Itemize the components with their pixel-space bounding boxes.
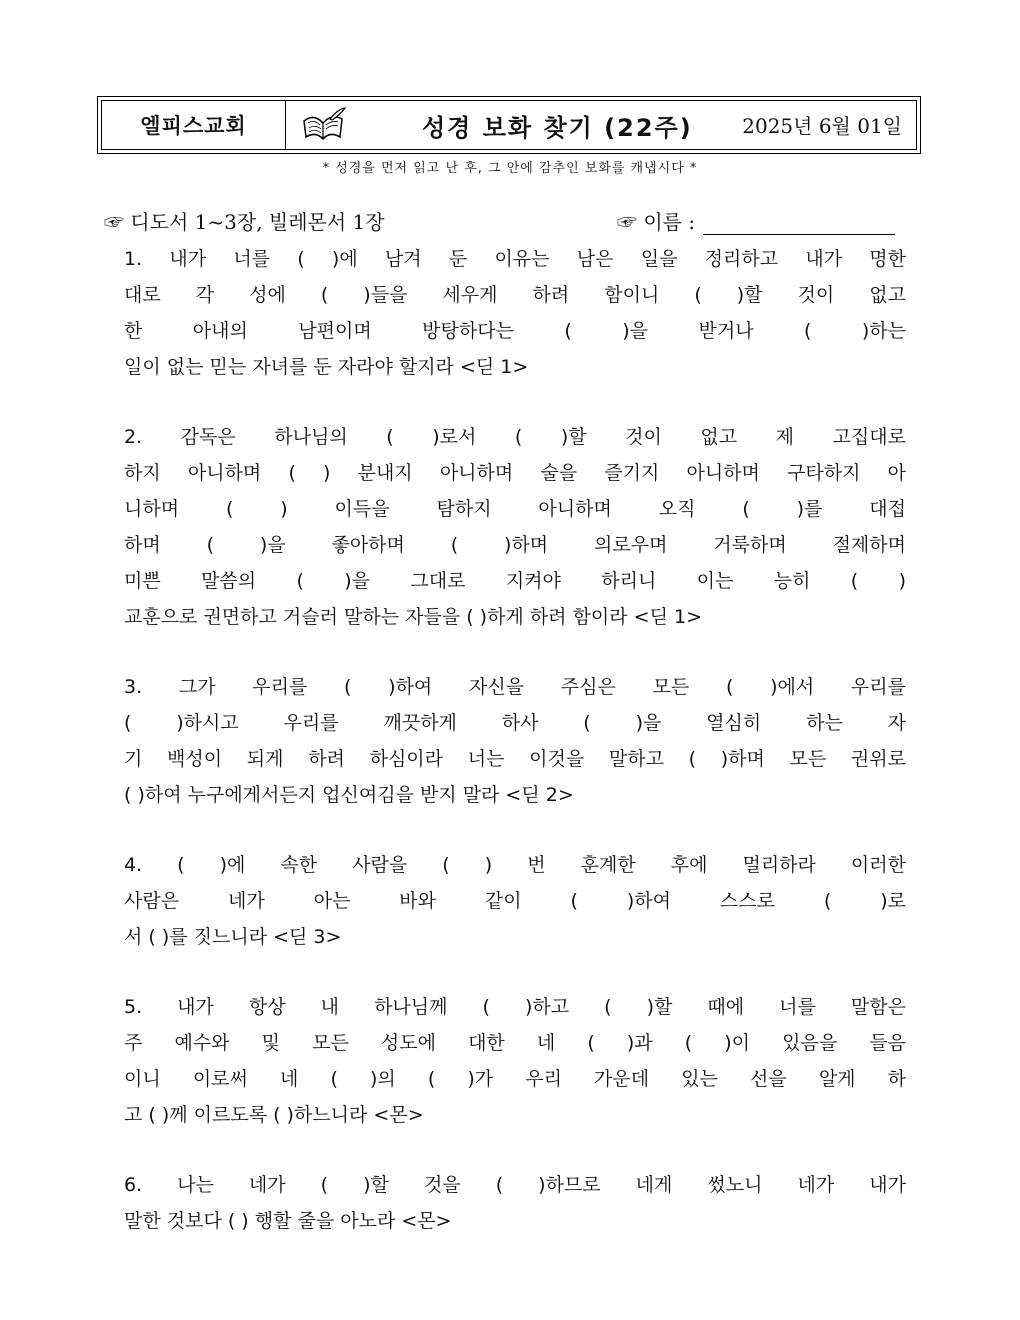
question-line: 고 ( )께 이르도록 ( )하느니라 <몬> [124, 1104, 424, 1126]
question-line: 니하며 ( ) 이득을 탐하지 아니하며 오직 ( )를 대접 [124, 498, 906, 520]
question-5 [124, 989, 906, 1133]
worksheet-header [97, 96, 921, 154]
question-line: 5. 내가 항상 내 하나님께 ( )하고 ( )할 때에 너를 말함은 [124, 996, 906, 1018]
question-line: 사람은 네가 아는 바와 같이 ( )하여 스스로 ( )로 [124, 890, 906, 912]
question-line: 일이 없는 믿는 자녀를 둔 자라야 할지라 <딛 1> [124, 356, 529, 378]
worksheet-date: 2025년 6월 01일 [742, 114, 902, 138]
question-line: 3. 그가 우리를 ( )하여 자신을 주심은 모든 ( )에서 우리를 [124, 676, 906, 698]
reading-assignment: ☞ 디도서 1~3장, 빌레몬서 1장 [104, 210, 385, 234]
question-line: ( )하시고 우리를 깨끗하게 하사 ( )을 열심히 하는 자 [124, 712, 906, 734]
question-line: 4. ( )에 속한 사람을 ( ) 번 훈계한 후에 멀리하라 이러한 [124, 854, 906, 876]
question-line: 대로 각 성에 ( )들을 세우게 하려 함이니 ( )할 것이 없고 [124, 284, 906, 306]
worksheet-title: 성경 보화 찾기 (22주) [422, 113, 693, 142]
open-book-with-quill-icon [300, 107, 356, 143]
name-field[interactable] [617, 206, 895, 235]
question-2 [124, 419, 906, 635]
question-line: 한 아내의 남편이며 방탕하다는 ( )을 받거나 ( )하는 [124, 320, 906, 342]
question-line: 미쁜 말씀의 ( )을 그대로 지켜야 하리니 이는 능히 ( ) [124, 570, 906, 592]
church-name: 엘피스교회 [102, 101, 286, 149]
name-blank-line[interactable] [703, 208, 895, 235]
question-line: 하지 아니하며 ( ) 분내지 아니하며 술을 즐기지 아니하며 구타하지 아 [124, 462, 906, 484]
question-line: 이니 이로써 네 ( )의 ( )가 우리 가운데 있는 선을 알게 하 [124, 1068, 906, 1090]
question-line: 주 예수와 및 모든 성도에 대한 네 ( )과 ( )이 있음을 들음 [124, 1032, 906, 1054]
question-line: 말한 것보다 ( ) 행할 줄을 아노라 <몬> [124, 1210, 452, 1232]
question-3 [124, 669, 906, 813]
question-line: 6. 나는 네가 ( )할 것을 ( )하므로 네게 썼노니 네가 내가 [124, 1174, 906, 1196]
question-4 [124, 847, 906, 955]
question-line: ( )하여 누구에게서든지 업신여김을 받지 말라 <딛 2> [124, 784, 574, 806]
question-line: 교훈으로 권면하고 거슬러 말하는 자들을 ( )하게 하려 함이라 <딛 1> [124, 606, 703, 628]
question-line: 하며 ( )을 좋아하며 ( )하며 의로우며 거룩하며 절제하며 [124, 534, 906, 556]
name-label: ☞ 이름 : [617, 210, 696, 234]
worksheet-header-inner [101, 100, 917, 150]
question-6 [124, 1167, 906, 1239]
question-line: 2. 감독은 하나님의 ( )로서 ( )할 것이 없고 제 고집대로 [124, 426, 906, 448]
instruction-notice: * 성경을 먼저 읽고 난 후, 그 안에 감추인 보화를 캐냅시다 * [322, 161, 698, 176]
question-line: 서 ( )를 짓느니라 <딛 3> [124, 926, 342, 948]
question-1 [124, 241, 906, 385]
question-line: 기 백성이 되게 하려 하심이라 너는 이것을 말하고 ( )하며 모든 권위로 [124, 748, 906, 770]
question-line: 1. 내가 너를 ( )에 남겨 둔 이유는 남은 일을 정리하고 내가 명한 [124, 248, 906, 270]
